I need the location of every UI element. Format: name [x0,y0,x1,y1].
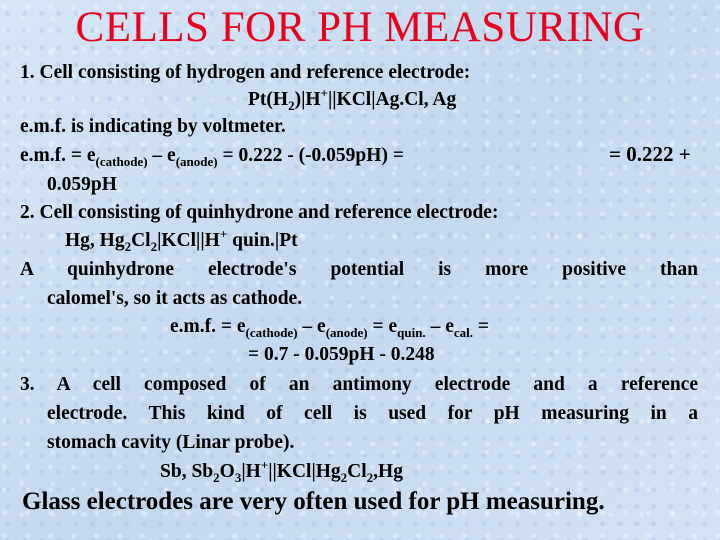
slide-title: CELLS FOR PH MEASURING [75,4,645,51]
item1-cell-notation: $Pt(H_2)|H^+||KCl|Ag.Cl$, Ag [248,85,457,113]
item1-emf-note: e.m.f. is indicating by voltmeter. [20,116,286,137]
conclusion: Glass electrodes are very often used for pH measuring. [22,488,605,515]
item2-heading: 2. Cell consisting of quinhydrone and reference electrode: [20,202,499,223]
item2-emf-equation: e.m.f. = $e_{(cathode)} - e_{(anode)} = e_{quin.} - e_{cal.}$ = [170,316,489,340]
item1-emf-continuation: 0.059pH [47,174,117,195]
item2-cell-notation: Hg, $Hg_2Cl_2|KCl||H^+$ quin.|Pt [65,226,298,254]
item3-line1: 3. A cell composed of an antimony electrode and a reference [20,374,698,395]
item3-cell-notation: Sb, $Sb_2O_3|H^+||KCl|Hg_2Cl_2,Hg$ [160,457,403,485]
item1-emf-result: = 0.222 + [609,142,691,166]
item3-line2: electrode. This kind of cell is used for pH measuring in a [47,403,698,424]
item2-description-line2: calomel's, so it acts as cathode. [47,288,303,309]
item3-line3: stomach cavity (Linar probe). [47,432,295,453]
item1-heading: 1. Cell consisting of hydrogen and reference electrode: [20,62,471,83]
item1-emf-equation: e.m.f. = $e_{(cathode)} - e_{(anode)} = 0.222 - (-0.059pH)$ = [20,145,404,169]
item2-emf-result: = 0.7 - 0.059pH - 0.248 [248,344,435,365]
item2-description-line1: A quinhydrone electrode's potential is more positive than [20,259,698,280]
